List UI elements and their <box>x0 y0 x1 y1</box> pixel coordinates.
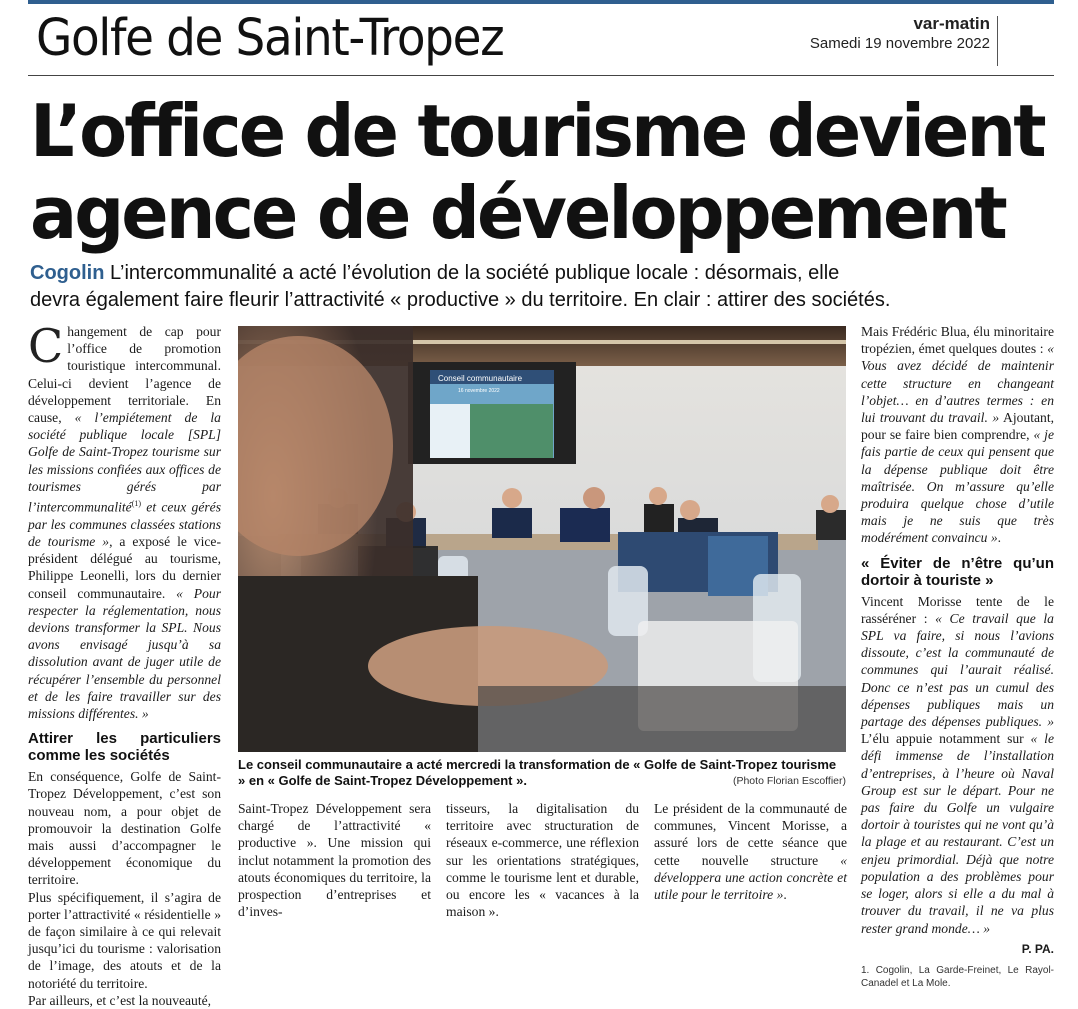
quote: « développera une action concrète et utile pour le territoire » <box>654 852 847 903</box>
subheading: Attirer les particuliers comme les sociétés <box>28 730 221 765</box>
quote: « le défi immense de l’installation d’entreprises, à l’heure où Naval Group est sur le départ. Pour ne pas faire du Golfe un vulgaire dortoir à touristes qui ne vont qu’à la plage et au restaurant. C’est un enjeu primordial. Déjà que notre population a des problèmes pour se loger, alors si elle a du mal à trouver du travail, il ne va plus rester grand monde… » <box>861 731 1054 936</box>
headline-line-2: agence de développement <box>30 171 1005 255</box>
quote: « Vous avez décidé de maintenir cette structure en changeant l’objet… en d’autres termes : en lui trouvant du travail. » <box>861 341 1054 426</box>
standfirst-line-1 <box>30 260 1060 287</box>
text-run: . <box>783 887 787 903</box>
screen-title: Conseil communautaire <box>438 374 523 383</box>
drop-cap: C <box>28 319 64 373</box>
photo-credit: (Photo Florian Escoffier) <box>732 775 846 787</box>
section-title: Golfe de Saint-Tropez <box>36 9 504 68</box>
screen-date: 16 novembre 2022 <box>458 388 500 394</box>
text-run: Le président de la communauté de communes, Vincent Morisse, a assuré lors de cette séance que cette nouvelle structure <box>654 801 847 868</box>
text-run: . <box>997 530 1002 546</box>
quote: « l’empiétement de la société publique locale [SPL] Golfe de Saint-Tropez tourisme sur les missions confiées aux offices de tourismes gérés par l’intercommunalité <box>28 410 221 515</box>
paragraph <box>654 800 847 903</box>
text-run: Ajoutant, pour se faire bien comprendre, <box>861 410 1055 443</box>
standfirst-text-1: L’intercommunalité a acté l’évolution de la société publique locale : désormais, elle <box>104 262 840 284</box>
header-rule <box>28 75 1054 76</box>
quote: « Ce travail que la SPL va faire, si nous l’avions dissoute, c’est la communauté de communes qui l’aurait réalisé. Donc ce n’est pas un cumul des dépenses publiques mais un partage des dépenses publiques. » <box>861 610 1054 730</box>
dateline-place: Cogolin <box>30 262 105 284</box>
quote: « je fais partie de ceux qui pensent que la dépense publique doit être maîtrisée. On m’assure qu’elle produira quelque chose d’utile mais je ne suis que très modérément convaincu » <box>861 427 1054 546</box>
quote: « Pour respecter la réglementation, nous devions transformer la SPL. Nous avons envisagé jusqu’à sa dissolution avant de juger utile de récupérer l’ensemble du personnel et de les faire travailler sur des missions différentes. » <box>28 585 221 721</box>
article-column-4 <box>654 800 847 903</box>
standfirst <box>30 260 1060 314</box>
paragraph <box>861 593 1054 937</box>
headline <box>30 90 1060 254</box>
paragraph: Par ailleurs, et c’est la nouveauté, <box>28 992 212 1008</box>
paragraph: Saint-Tropez Développement sera chargé de l’attractivité « productive ». Une mission qui inclut notamment la promotion des atouts économiques du territoire, la prospection d’entreprises et d’inves- <box>238 801 431 920</box>
subheading: « Éviter de n’être qu’un dortoir à touriste » <box>861 554 1054 589</box>
paragraph: En conséquence, Golfe de Saint-Tropez Développement, c’est son nouveau nom, a pour objet de promouvoir la destination Golfe mais aussi d’accompagner le développement économique du territoire. <box>28 769 221 888</box>
paragraph: Plus spécifiquement, il s’agira de porter l’attractivité « résidentielle » de façon similaire à ce qui relevait jusqu’ici du tourisme : valorisation de l’image, des atouts et de la notoriété du territoire. <box>28 889 221 991</box>
top-color-bar <box>28 0 1054 4</box>
article-column-2 <box>238 800 431 920</box>
footnote-ref: (1) <box>131 499 142 509</box>
text-run: Mais Frédéric Blua, élu minoritaire tropézien, émet quelques doutes : <box>861 324 1054 357</box>
text-run: hangement de cap pour l’office de promotion touristique intercommunal. Celui-ci devient l’agence de développement territoriale. En cause, <box>28 324 221 426</box>
headline-line-1: L’office de tourisme devient <box>30 89 1044 173</box>
paragraph: tisseurs, la digitalisation du territoire avec structuration de réseaux e-commerce, une réflexion sur les orientations stratégiques, comme le tourisme lent et durable, ou encore les « vacances à la maison ». <box>446 801 639 920</box>
text-run: Vincent Morisse tente de le rasséréner : <box>861 593 1054 626</box>
photo-caption: Le conseil communautaire a acté mercredi la transformation de « Golfe de Saint-Tropez tourisme » en « Golfe de Saint-Tropez Développement ». <box>238 757 837 788</box>
paragraph <box>861 323 1054 547</box>
quote: et ceux gérés par les communes classées stations de tourisme » <box>28 499 221 549</box>
article-column-1 <box>28 319 221 1009</box>
meeting-photo <box>238 326 846 752</box>
paragraph <box>28 319 221 722</box>
newspaper-brand: var-matin <box>913 14 990 33</box>
publication-date: Samedi 19 novembre 2022 <box>809 35 990 52</box>
text-run: L’élu appuie notamment sur <box>861 731 1031 747</box>
article-column-3 <box>446 800 639 920</box>
standfirst-line-2: devra également faire fleurir l’attractivité « productive » du territoire. En clair : attirer des sociétés. <box>30 289 891 311</box>
text-run: , a exposé le vice-président délégué au tourisme, Philippe Leonelli, lors du dernier conseil communautaire. <box>28 533 221 601</box>
meeting-photo-illustration <box>238 326 846 752</box>
author-signature: P. PA. <box>1021 941 1054 956</box>
header-divider <box>997 16 998 66</box>
article-column-5 <box>861 323 1054 990</box>
footnote: 1. Cogolin, La Garde-Freinet, Le Rayol-Canadel et La Mole. <box>861 964 1054 989</box>
